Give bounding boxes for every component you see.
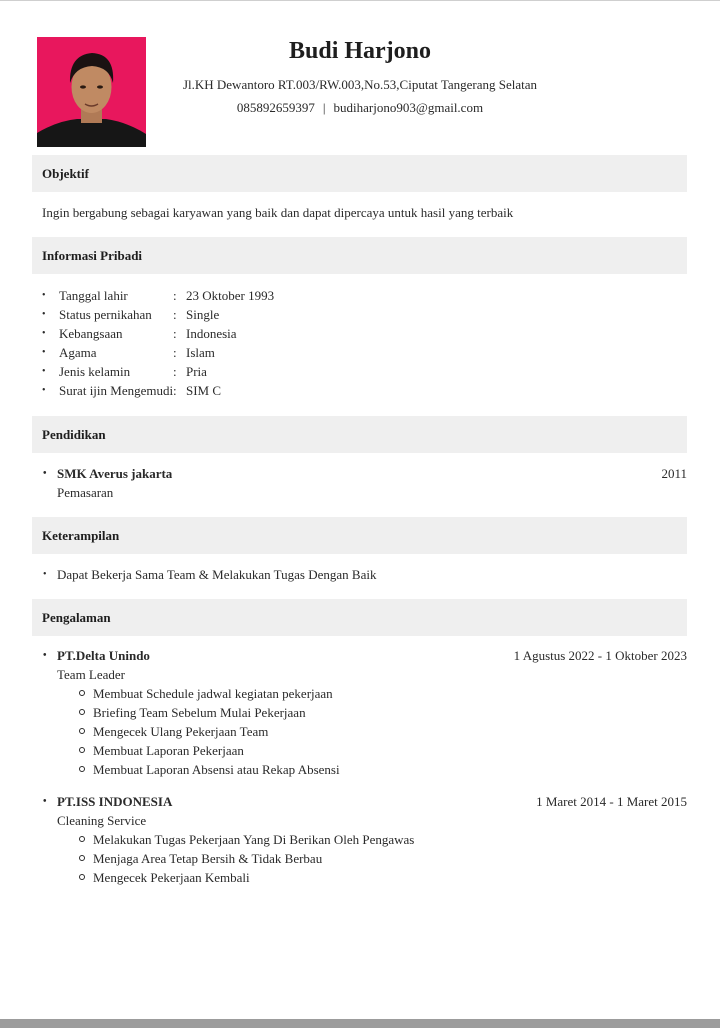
address: Jl.KH Dewantoro RT.003/RW.003,No.53,Ciputat Tangerang Selatan <box>182 77 538 92</box>
education-major: Pemasaran <box>57 485 114 500</box>
email-address: budiharjono903@gmail.com <box>333 100 484 115</box>
education-school: • SMK Averus jakarta <box>57 464 172 483</box>
section-header-skills: Keterampilan <box>32 517 687 554</box>
education-year: 2011 <box>661 466 687 481</box>
contact-separator: | <box>322 100 326 115</box>
section-header-objective: Objektif <box>32 155 687 192</box>
skill-item: • Dapat Bekerja Sama Team & Melakukan Tugas Dengan Baik <box>57 565 376 584</box>
section-header-personal-info: Informasi Pribadi <box>32 237 687 274</box>
experience-company: • PT.Delta Unindo <box>57 646 150 665</box>
experience-role: Team Leader <box>57 667 126 682</box>
objective-text: Ingin bergabung sebagai karyawan yang baik dan dapat dipercaya untuk hasil yang terbaik <box>42 205 514 220</box>
section-header-experience: Pengalaman <box>32 599 687 636</box>
experience-task: Melakukan Tugas Pekerjaan Yang Di Berikan Oleh Pengawas <box>93 830 414 849</box>
experience-period: 1 Agustus 2022 - 1 Oktober 2023 <box>513 648 687 663</box>
experience-task: Mengecek Pekerjaan Kembali <box>93 868 250 887</box>
top-border <box>0 0 720 1</box>
phone-number: 085892659397 <box>236 100 315 115</box>
experience-period: 1 Maret 2014 - 1 Maret 2015 <box>536 794 687 809</box>
candidate-name: Budi Harjono <box>288 38 432 64</box>
experience-task: Briefing Team Sebelum Mulai Pekerjaan <box>93 703 306 722</box>
experience-company: • PT.ISS INDONESIA <box>57 792 172 811</box>
experience-task: Membuat Laporan Absensi atau Rekap Absensi <box>93 760 340 779</box>
experience-task: Membuat Schedule jadwal kegiatan pekerjaan <box>93 684 333 703</box>
experience-task: Membuat Laporan Pekerjaan <box>93 741 244 760</box>
contact-line <box>145 100 575 116</box>
experience-role: Cleaning Service <box>57 813 147 828</box>
experience-task: Mengecek Ulang Pekerjaan Team <box>93 722 268 741</box>
section-header-education: Pendidikan <box>32 416 687 453</box>
bottom-bar <box>0 1019 720 1028</box>
experience-task: Menjaga Area Tetap Bersih & Tidak Berbau <box>93 849 322 868</box>
